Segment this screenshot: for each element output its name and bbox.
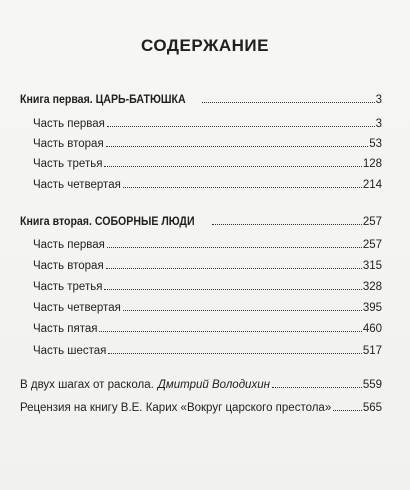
toc-entry-afterword [20,378,382,392]
dot-leader [108,344,361,354]
toc-entry-review [20,401,382,415]
toc-entry-label: Часть вторая [33,138,104,150]
toc-entry-label: Часть первая [33,118,105,130]
toc-entry-page: 3 [375,94,382,106]
dot-leader [333,401,362,411]
toc-entry-page: 53 [369,138,382,150]
toc-entry-book-2 [20,215,382,229]
toc-entry-title: В двух шагах от раскола. [20,379,154,391]
toc-entry-page: 128 [362,158,382,170]
toc-entry-part [33,238,382,252]
toc-entry-page: 565 [362,402,382,414]
toc-entry-part [33,157,382,171]
dot-leader [202,93,375,103]
toc-entry-part [33,178,382,192]
page-title: СОДЕРЖАНИЕ [141,36,269,55]
toc-entry-part [33,301,382,315]
toc-entry-label: Часть шестая [33,345,107,357]
toc-entry-label: Часть четвертая [33,179,121,191]
dot-leader [107,238,362,248]
toc-entry-part [33,259,382,273]
toc-entry-page: 328 [362,281,382,293]
toc-entry-part [33,117,382,131]
toc-entry-part [33,280,382,294]
dot-leader [106,137,369,147]
dot-leader [99,322,361,332]
toc-entry-page: 3 [375,118,382,130]
toc-entry-page: 257 [362,216,382,228]
dot-leader [104,157,361,167]
toc-entry-label: Рецензия на книгу В.Е. Карих «Вокруг царского престола» [20,402,332,414]
dot-leader [106,259,362,269]
toc-entry-part [33,344,382,358]
dot-leader [272,378,362,388]
toc-entry-page: 559 [362,379,382,391]
dot-leader [123,301,362,311]
toc-entry-page: 395 [362,302,382,314]
toc-entry-page: 517 [362,345,382,357]
toc-entry-page: 257 [362,239,382,251]
dot-leader [123,178,362,188]
toc-entry-label: Часть третья [33,281,103,293]
dot-leader [104,280,361,290]
toc-entry-label: Книга вторая. СОБОРНЫЕ ЛЮДИ [20,216,195,228]
toc-entry-book-1 [20,93,382,107]
toc-entry-label: Часть первая [33,239,105,251]
toc-entry-label: Часть вторая [33,260,104,272]
toc-entry-label: Книга первая. ЦАРЬ-БАТЮШКА [20,94,186,106]
toc-entry-label: Часть четвертая [33,302,121,314]
toc-entry-label: Часть третья [33,158,103,170]
toc-entry-page: 460 [362,323,382,335]
toc-entry-page: 315 [362,260,382,272]
toc-entry-page: 214 [362,179,382,191]
toc-entry-part [33,322,382,336]
toc-entry-part [33,137,382,151]
toc-entry-author: Дмитрий Володихин [157,379,270,391]
dot-leader [212,215,362,225]
dot-leader [107,117,375,127]
toc-entry-label: Часть пятая [33,323,98,335]
toc-entry-label [20,378,270,392]
